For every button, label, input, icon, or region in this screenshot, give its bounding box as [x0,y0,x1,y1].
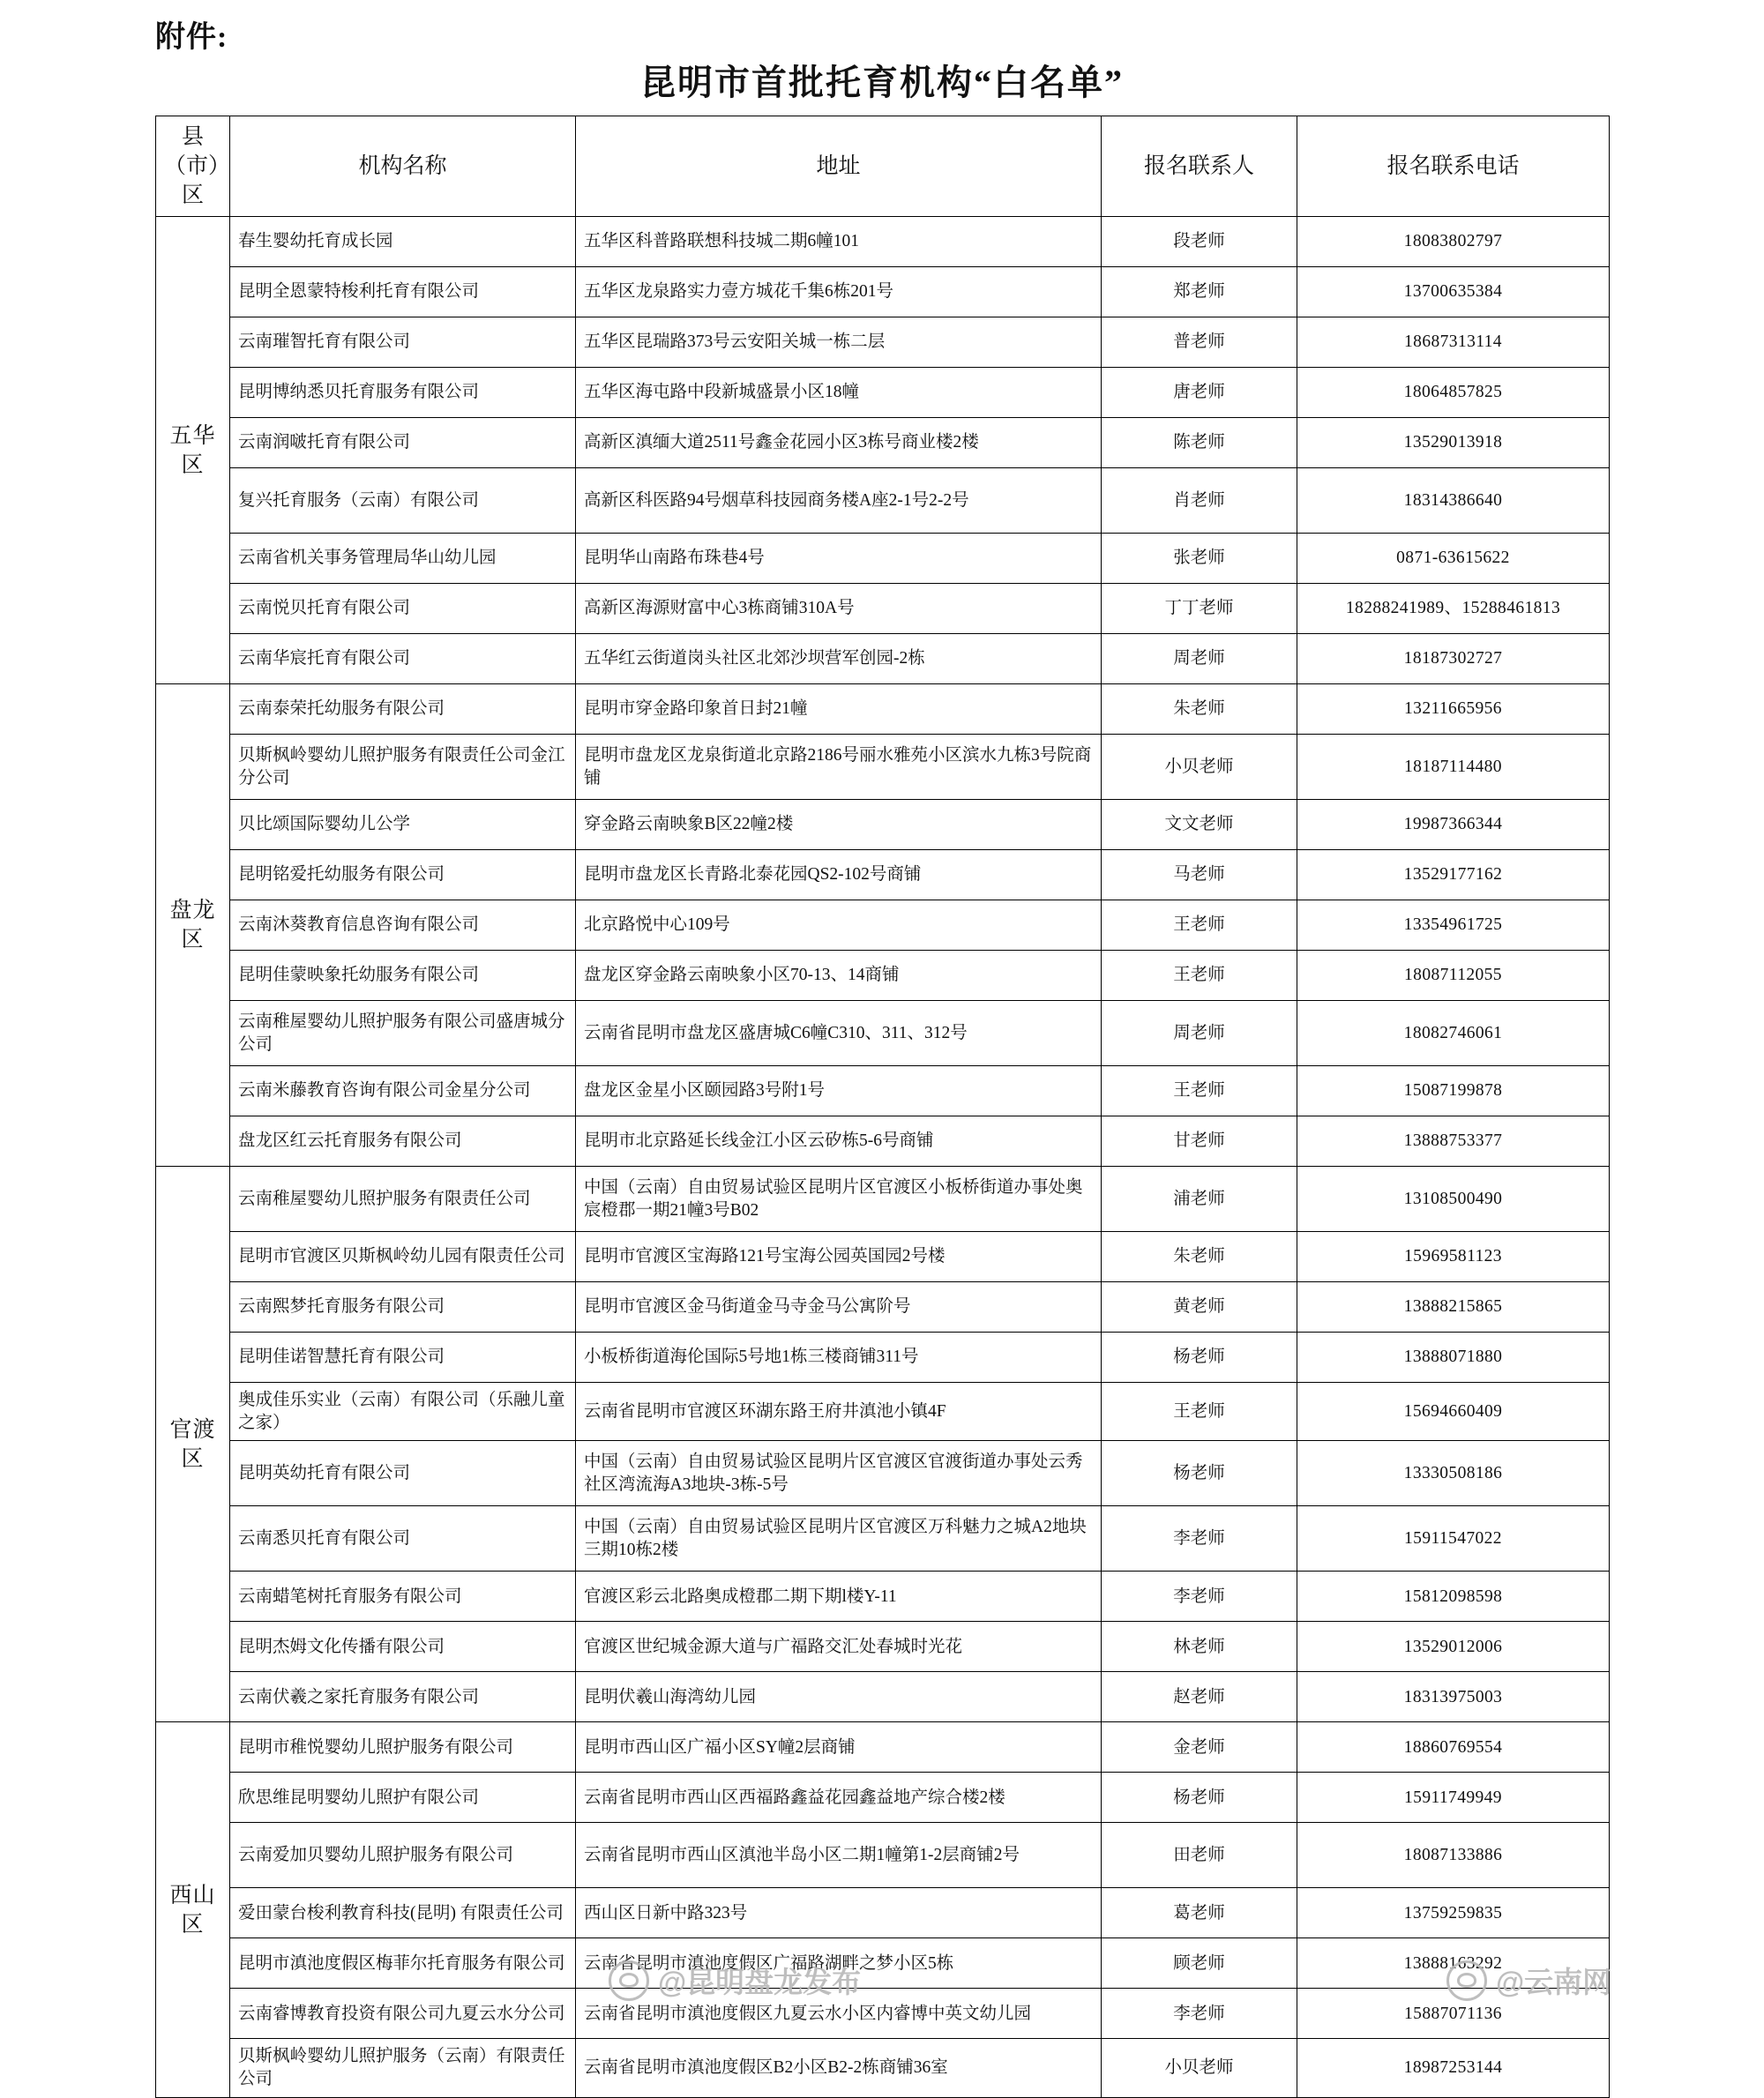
contact-person-cell: 张老师 [1102,534,1297,584]
contact-person-cell: 李老师 [1102,1572,1297,1622]
institution-name-cell: 贝斯枫岭婴幼儿照护服务有限责任公司金江分公司 [230,735,576,800]
table-row [156,2039,1610,2097]
institution-name-cell: 昆明市官渡区贝斯枫岭幼儿园有限责任公司 [230,1232,576,1282]
phone-number-cell: 15911547022 [1297,1506,1610,1572]
institution-name-cell: 云南华宸托育有限公司 [230,634,576,684]
address-cell: 盘龙区金星小区颐园路3号附1号 [576,1066,1102,1116]
phone-number-cell: 13888071880 [1297,1333,1610,1383]
table-row [156,1441,1610,1506]
institution-name-cell: 云南璀智托育有限公司 [230,317,576,368]
phone-number-cell: 13354961725 [1297,900,1610,951]
contact-person-cell: 杨老师 [1102,1333,1297,1383]
column-header-name: 机构名称 [230,116,576,217]
institution-name-cell: 奥成佳乐实业（云南）有限公司（乐融儿童之家） [230,1383,576,1441]
table-row [156,800,1610,850]
phone-number-cell: 15969581123 [1297,1232,1610,1282]
address-cell: 西山区日新中路323号 [576,1888,1102,1938]
column-header-address: 地址 [576,116,1102,217]
institution-name-cell: 欣思维昆明婴幼儿照护有限公司 [230,1773,576,1823]
column-header-district [156,116,230,217]
institution-name-cell: 昆明市稚悦婴幼儿照护服务有限公司 [230,1722,576,1773]
table-row [156,684,1610,735]
address-cell: 云南省昆明市滇池度假区B2小区B2-2栋商铺36室 [576,2039,1102,2097]
phone-number-cell: 15694660409 [1297,1383,1610,1441]
phone-number-cell: 13888215865 [1297,1282,1610,1333]
contact-person-cell: 马老师 [1102,850,1297,900]
phone-number-cell: 18082746061 [1297,1001,1610,1066]
whitelist-table-wrapper [155,116,1612,2098]
phone-number-cell: 13759259835 [1297,1888,1610,1938]
institution-name-cell: 昆明杰姆文化传播有限公司 [230,1622,576,1672]
phone-number-cell: 18987253144 [1297,2039,1610,2097]
address-cell: 盘龙区穿金路云南映象小区70-13、14商铺 [576,951,1102,1001]
table-row [156,217,1610,267]
table-header [156,116,1610,217]
address-cell: 北京路悦中心109号 [576,900,1102,951]
address-cell: 中国（云南）自由贸易试验区昆明片区官渡区官渡街道办事处云秀社区湾流海A3地块-3栋-5号 [576,1441,1102,1506]
contact-person-cell: 段老师 [1102,217,1297,267]
institution-name-cell: 云南省机关事务管理局华山幼儿园 [230,534,576,584]
phone-number-cell: 13700635384 [1297,267,1610,317]
watermark-text: @昆明盘龙发布 [658,1966,862,1998]
address-cell: 小板桥街道海伦国际5号地1栋三楼商铺311号 [576,1333,1102,1383]
phone-number-cell: 19987366344 [1297,800,1610,850]
table-row [156,418,1610,468]
phone-number-cell: 13888753377 [1297,1116,1610,1167]
institution-name-cell: 云南沐葵教育信息咨询有限公司 [230,900,576,951]
contact-person-cell: 王老师 [1102,1066,1297,1116]
institution-name-cell: 云南润啵托育有限公司 [230,418,576,468]
table-row [156,1506,1610,1572]
contact-person-cell: 王老师 [1102,951,1297,1001]
address-cell: 昆明华山南路布珠巷4号 [576,534,1102,584]
address-cell: 昆明市官渡区宝海路121号宝海公园英国园2号楼 [576,1232,1102,1282]
institution-name-cell: 贝比颂国际婴幼儿公学 [230,800,576,850]
contact-person-cell: 文文老师 [1102,800,1297,850]
institution-name-cell: 贝斯枫岭婴幼儿照护服务（云南）有限责任公司 [230,2039,576,2097]
contact-person-cell: 杨老师 [1102,1441,1297,1506]
institution-name-cell: 云南熙梦托育服务有限公司 [230,1282,576,1333]
institution-name-cell: 爱田蒙台梭利教育科技(昆明) 有限责任公司 [230,1888,576,1938]
table-row [156,1989,1610,2039]
institution-name-cell: 云南睿博教育投资有限公司九夏云水分公司 [230,1989,576,2039]
contact-person-cell: 浦老师 [1102,1167,1297,1232]
contact-person-cell: 朱老师 [1102,1232,1297,1282]
table-row [156,1672,1610,1722]
column-header-district-line1: 县（市） [164,125,231,178]
address-cell: 官渡区彩云北路奥成橙郡二期下期l楼Y-11 [576,1572,1102,1622]
column-header-district-line2: 区 [181,183,204,207]
contact-person-cell: 田老师 [1102,1823,1297,1888]
address-cell: 昆明市穿金路印象首日封21幢 [576,684,1102,735]
institution-name-cell: 昆明博纳悉贝托育服务有限公司 [230,368,576,418]
contact-person-cell: 黄老师 [1102,1282,1297,1333]
table-row [156,1116,1610,1167]
phone-number-cell: 15087199878 [1297,1066,1610,1116]
contact-person-cell: 赵老师 [1102,1672,1297,1722]
contact-person-cell: 丁丁老师 [1102,584,1297,634]
institution-name-cell: 昆明铭爱托幼服务有限公司 [230,850,576,900]
contact-person-cell: 唐老师 [1102,368,1297,418]
contact-person-cell: 小贝老师 [1102,735,1297,800]
institution-name-cell: 云南蜡笔树托育服务有限公司 [230,1572,576,1622]
phone-number-cell: 18687313114 [1297,317,1610,368]
address-cell: 高新区滇缅大道2511号鑫金花园小区3栋号商业楼2楼 [576,418,1102,468]
phone-number-cell: 13330508186 [1297,1441,1610,1506]
phone-number-cell: 18313975003 [1297,1672,1610,1722]
contact-person-cell: 陈老师 [1102,418,1297,468]
table-row [156,584,1610,634]
phone-number-cell: 13211665956 [1297,684,1610,735]
table-row [156,1938,1610,1989]
address-cell: 五华区海屯路中段新城盛景小区18幢 [576,368,1102,418]
phone-number-cell: 15812098598 [1297,1572,1610,1622]
table-row [156,1383,1610,1441]
address-cell: 云南省昆明市滇池度假区广福路湖畔之梦小区5栋 [576,1938,1102,1989]
phone-number-cell: 13529013918 [1297,418,1610,468]
column-header-contact: 报名联系人 [1102,116,1297,217]
district-cell: 官渡区 [156,1167,230,1722]
institution-name-cell: 昆明市滇池度假区梅菲尔托育服务有限公司 [230,1938,576,1989]
phone-number-cell: 13529177162 [1297,850,1610,900]
district-cell: 五华区 [156,217,230,684]
column-header-phone: 报名联系电话 [1297,116,1610,217]
table-row [156,1572,1610,1622]
address-cell: 昆明市官渡区金马街道金马寺金马公寓阶号 [576,1282,1102,1333]
district-cell: 盘龙区 [156,684,230,1167]
phone-number-cell: 18860769554 [1297,1722,1610,1773]
contact-person-cell: 金老师 [1102,1722,1297,1773]
contact-person-cell: 葛老师 [1102,1888,1297,1938]
address-cell: 五华红云街道岗头社区北郊沙坝营军创园-2栋 [576,634,1102,684]
contact-person-cell: 肖老师 [1102,468,1297,534]
contact-person-cell: 甘老师 [1102,1116,1297,1167]
table-row [156,1333,1610,1383]
address-cell: 昆明伏羲山海湾幼儿园 [576,1672,1102,1722]
address-cell: 云南省昆明市西山区滇池半岛小区二期1幢第1-2层商铺2号 [576,1823,1102,1888]
address-cell: 云南省昆明市官渡区环湖东路王府井滇池小镇4F [576,1383,1102,1441]
phone-number-cell: 0871-63615622 [1297,534,1610,584]
address-cell: 高新区海源财富中心3栋商铺310A号 [576,584,1102,634]
whitelist-table [155,116,1610,2098]
address-cell: 云南省昆明市滇池度假区九夏云水小区内睿博中英文幼儿园 [576,1989,1102,2039]
table-row [156,735,1610,800]
contact-person-cell: 郑老师 [1102,267,1297,317]
contact-person-cell: 顾老师 [1102,1938,1297,1989]
contact-person-cell: 小贝老师 [1102,2039,1297,2097]
phone-number-cell: 15887071136 [1297,1989,1610,2039]
district-cell: 西山区 [156,1722,230,2097]
phone-number-cell: 15911749949 [1297,1773,1610,1823]
address-cell: 五华区龙泉路实力壹方城花千集6栋201号 [576,267,1102,317]
address-cell: 官渡区世纪城金源大道与广福路交汇处春城时光花 [576,1622,1102,1672]
institution-name-cell: 云南悉贝托育有限公司 [230,1506,576,1572]
table-row [156,634,1610,684]
phone-number-cell: 18064857825 [1297,368,1610,418]
table-row [156,468,1610,534]
table-row [156,850,1610,900]
table-row [156,1823,1610,1888]
table-row [156,1282,1610,1333]
institution-name-cell: 盘龙区红云托育服务有限公司 [230,1116,576,1167]
address-cell: 昆明市北京路延长线金江小区云矽栋5-6号商铺 [576,1116,1102,1167]
address-cell: 昆明市西山区广福小区SY幢2层商铺 [576,1722,1102,1773]
contact-person-cell: 周老师 [1102,1001,1297,1066]
contact-person-cell: 杨老师 [1102,1773,1297,1823]
address-cell: 云南省昆明市西山区西福路鑫益花园鑫益地产综合楼2楼 [576,1773,1102,1823]
phone-number-cell: 18187114480 [1297,735,1610,800]
attachment-label: 附件: [155,21,228,54]
contact-person-cell: 李老师 [1102,1989,1297,2039]
institution-name-cell: 云南伏羲之家托育服务有限公司 [230,1672,576,1722]
address-cell: 五华区科普路联想科技城二期6幢101 [576,217,1102,267]
contact-person-cell: 王老师 [1102,900,1297,951]
address-cell: 云南省昆明市盘龙区盛唐城C6幢C310、311、312号 [576,1001,1102,1066]
phone-number-cell: 13529012006 [1297,1622,1610,1672]
institution-name-cell: 云南泰荣托幼服务有限公司 [230,684,576,735]
table-row [156,1066,1610,1116]
table-row [156,1167,1610,1232]
table-row [156,267,1610,317]
address-cell: 五华区昆瑞路373号云安阳关城一栋二层 [576,317,1102,368]
phone-number-cell: 18288241989、15288461813 [1297,584,1610,634]
table-header-row [156,116,1610,217]
institution-name-cell: 昆明英幼托育有限公司 [230,1441,576,1506]
institution-name-cell: 春生婴幼托育成长园 [230,217,576,267]
address-cell: 高新区科医路94号烟草科技园商务楼A座2-1号2-2号 [576,468,1102,534]
contact-person-cell: 王老师 [1102,1383,1297,1441]
contact-person-cell: 林老师 [1102,1622,1297,1672]
phone-number-cell: 18083802797 [1297,217,1610,267]
contact-person-cell: 李老师 [1102,1506,1297,1572]
institution-name-cell: 云南米藤教育咨询有限公司金星分公司 [230,1066,576,1116]
table-row [156,1001,1610,1066]
page-title: 昆明市首批托育机构“白名单” [640,63,1124,102]
contact-person-cell: 朱老师 [1102,684,1297,735]
address-cell: 中国（云南）自由贸易试验区昆明片区官渡区万科魅力之城A2地块三期10栋2楼 [576,1506,1102,1572]
phone-number-cell: 13108500490 [1297,1167,1610,1232]
table-body [156,217,1610,2098]
table-row [156,534,1610,584]
address-cell: 昆明市盘龙区龙泉街道北京路2186号丽水雅苑小区滨水九栋3号院商铺 [576,735,1102,800]
institution-name-cell: 云南稚屋婴幼儿照护服务有限责任公司 [230,1167,576,1232]
phone-number-cell: 18187302727 [1297,634,1610,684]
institution-name-cell: 云南稚屋婴幼儿照护服务有限公司盛唐城分公司 [230,1001,576,1066]
table-row [156,951,1610,1001]
institution-name-cell: 云南爱加贝婴幼儿照护服务有限公司 [230,1823,576,1888]
phone-number-cell: 18087133886 [1297,1823,1610,1888]
table-row [156,900,1610,951]
phone-number-cell: 18087112055 [1297,951,1610,1001]
institution-name-cell: 云南悦贝托育有限公司 [230,584,576,634]
table-row [156,368,1610,418]
table-row [156,1622,1610,1672]
watermark-text: @云南网 [1496,1966,1612,1998]
address-cell: 中国（云南）自由贸易试验区昆明片区官渡区小板桥街道办事处奥宸橙郡一期21幢3号B02 [576,1167,1102,1232]
institution-name-cell: 昆明佳诺智慧托育有限公司 [230,1333,576,1383]
phone-number-cell: 18314386640 [1297,468,1610,534]
contact-person-cell: 普老师 [1102,317,1297,368]
table-row [156,1722,1610,1773]
table-row [156,1773,1610,1823]
table-row [156,1232,1610,1282]
address-cell: 穿金路云南映象B区22幢2楼 [576,800,1102,850]
institution-name-cell: 昆明佳蒙映象托幼服务有限公司 [230,951,576,1001]
table-row [156,1888,1610,1938]
phone-number-cell: 13888163292 [1297,1938,1610,1989]
table-row [156,317,1610,368]
address-cell: 昆明市盘龙区长青路北泰花园QS2-102号商铺 [576,850,1102,900]
institution-name-cell: 昆明全恩蒙特梭利托育有限公司 [230,267,576,317]
institution-name-cell: 复兴托育服务（云南）有限公司 [230,468,576,534]
contact-person-cell: 周老师 [1102,634,1297,684]
